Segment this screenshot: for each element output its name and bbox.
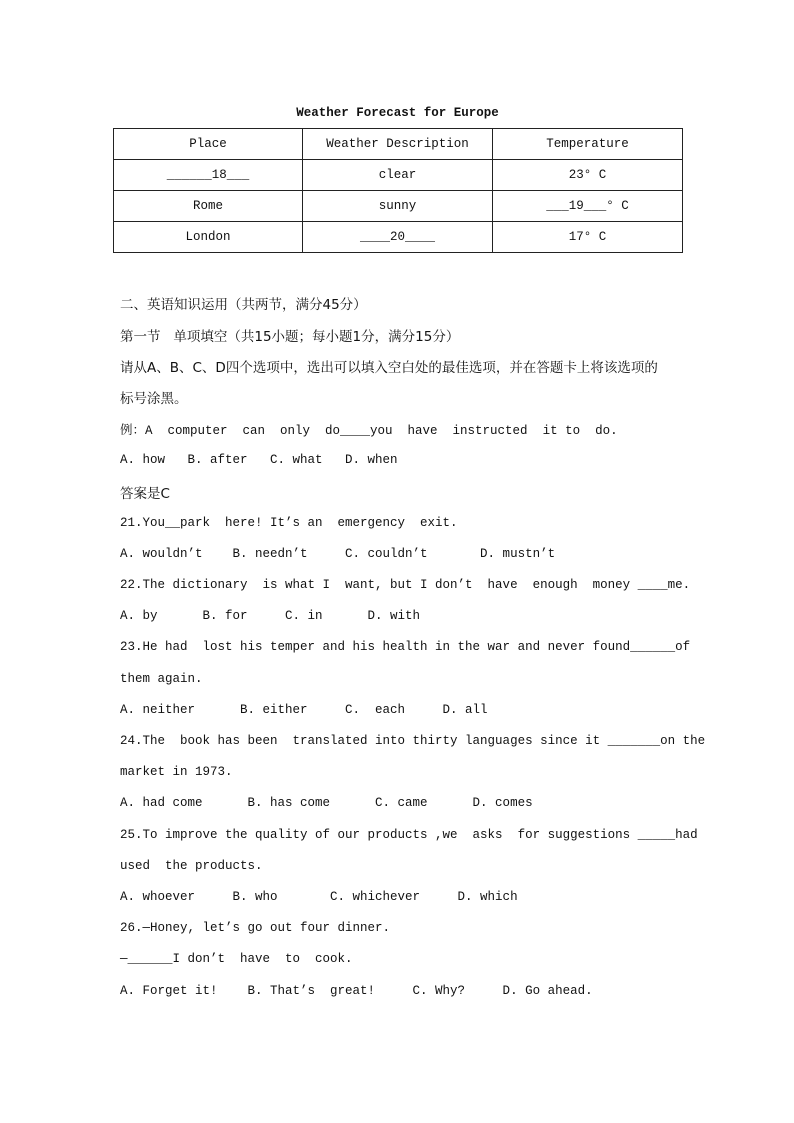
cell-description-blank-20: ____20____	[303, 222, 493, 253]
weather-forecast-table	[113, 128, 683, 253]
question-23-stem: 23.He had lost his temper and his health in the war and never found______of	[120, 640, 691, 654]
section-subheading: 第一节 单项填空（共15小题；每小题1分，满分15分）	[120, 329, 460, 345]
cell-place-blank-18: ______18___	[114, 160, 303, 191]
question-23-stem-continued: them again.	[120, 672, 203, 686]
instruction-line-2: 标号涂黑。	[120, 391, 188, 407]
question-24-options: A. had come B. has come C. came D. comes	[120, 796, 533, 810]
example-question: 例：A computer can only do____you have instructed it to do.	[120, 424, 618, 438]
question-22-options: A. by B. for C. in D. with	[120, 609, 421, 623]
question-26-options: A. Forget it! B. That’s great! C. Why? D. Go ahead.	[120, 984, 593, 998]
cell-place: London	[114, 222, 303, 253]
question-21-stem: 21.You__park here! It’s an emergency exit.	[120, 516, 458, 530]
question-26-stem: 26.—Honey, let’s go out four dinner.	[120, 921, 391, 935]
table-title: Weather Forecast for Europe	[296, 106, 499, 120]
question-22-stem: 22.The dictionary is what I want, but I don’t have enough money ____me.	[120, 578, 691, 592]
cell-place: Rome	[114, 191, 303, 222]
header-temperature: Temperature	[493, 129, 683, 160]
question-25-stem-continued: used the products.	[120, 859, 263, 873]
cell-temperature-blank-19: ___19___° C	[493, 191, 683, 222]
header-place: Place	[114, 129, 303, 160]
question-24-stem-continued: market in 1973.	[120, 765, 233, 779]
table-row	[114, 160, 683, 191]
question-21-options: A. wouldn’t B. needn’t C. couldn’t D. mustn’t	[120, 547, 556, 561]
question-24-stem: 24.The book has been translated into thirty languages since it _______on the	[120, 734, 706, 748]
section-heading: 二、英语知识运用（共两节，满分45分）	[120, 297, 367, 313]
question-25-options: A. whoever B. who C. whichever D. which	[120, 890, 518, 904]
instruction-line-1: 请从A、B、C、D四个选项中，选出可以填入空白处的最佳选项，并在答题卡上将该选项的	[120, 360, 658, 376]
cell-description: sunny	[303, 191, 493, 222]
example-answer: 答案是C	[120, 486, 170, 502]
cell-temperature: 23° C	[493, 160, 683, 191]
example-options: A. how B. after C. what D. when	[120, 453, 398, 467]
question-26-stem-continued: —______I don’t have to cook.	[120, 952, 353, 966]
question-23-options: A. neither B. either C. each D. all	[120, 703, 488, 717]
header-weather-description: Weather Description	[303, 129, 493, 160]
cell-temperature: 17° C	[493, 222, 683, 253]
table-row	[114, 191, 683, 222]
table-header-row	[114, 129, 683, 160]
question-25-stem: 25.To improve the quality of our products ,we asks for suggestions _____had	[120, 828, 698, 842]
cell-description: clear	[303, 160, 493, 191]
table-row	[114, 222, 683, 253]
